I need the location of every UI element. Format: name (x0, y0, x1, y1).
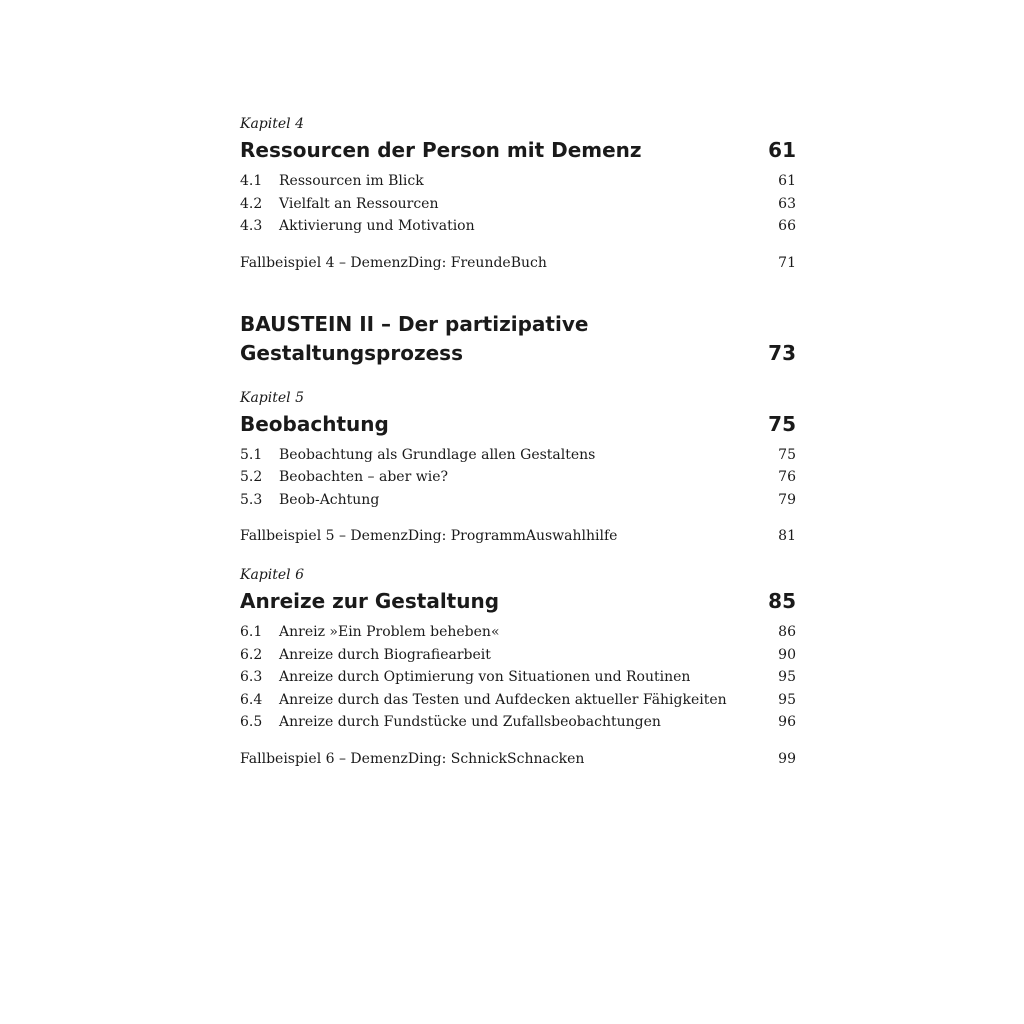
case-study-page: 71 (778, 254, 796, 271)
entry-page: 61 (778, 173, 796, 189)
chapter-title: Ressourcen der Person mit Demenz (240, 138, 642, 162)
chapter-6-block (240, 565, 796, 770)
entry-number: 6.4 (240, 691, 263, 708)
case-study-title: Fallbeispiel 4 – DemenzDing: FreundeBuch (240, 254, 547, 271)
entry-number: 6.3 (240, 669, 263, 685)
entry-number: 6.5 (240, 714, 263, 730)
part-title-line-2: Gestaltungsprozess (240, 340, 463, 365)
entry-page: 75 (778, 446, 796, 463)
chapter-label: Kapitel 5 (240, 389, 304, 406)
entry-page: 76 (778, 469, 796, 485)
toc-entry[interactable] (240, 666, 796, 689)
entry-page: 86 (778, 624, 796, 640)
entry-page: 95 (778, 669, 796, 685)
chapter-label: Kapitel 6 (240, 567, 304, 583)
entry-number: 4.2 (240, 195, 263, 212)
toc-entry[interactable] (240, 444, 796, 467)
case-study-entry[interactable] (240, 525, 796, 547)
entry-page: 66 (778, 218, 796, 234)
entry-page: 79 (778, 491, 796, 508)
entry-title: Vielfalt an Ressourcen (279, 195, 439, 212)
case-study-title: Fallbeispiel 5 – DemenzDing: ProgrammAuswahlhilfe (240, 528, 618, 544)
entry-title: Aktivierung und Motivation (279, 218, 475, 234)
entry-page: 96 (778, 714, 796, 730)
part-page: 73 (768, 340, 796, 365)
entry-title: Beob-Achtung (279, 491, 380, 508)
entry-page: 63 (778, 195, 796, 212)
entry-number: 5.1 (240, 446, 263, 463)
entry-page: 95 (778, 691, 796, 708)
entry-title: Anreize durch Optimierung von Situationen und Routinen (279, 669, 691, 685)
entry-title: Anreize durch Fundstücke und Zufallsbeobachtungen (279, 714, 661, 730)
case-study-entry[interactable] (240, 252, 796, 274)
entry-number: 6.1 (240, 624, 263, 640)
case-study-entry[interactable] (240, 748, 796, 770)
entry-number: 6.2 (240, 646, 263, 663)
entry-number: 5.3 (240, 491, 263, 508)
case-study-page: 99 (778, 750, 796, 767)
entry-title: Anreiz »Ein Problem beheben« (279, 624, 500, 640)
chapter-heading[interactable] (240, 136, 796, 164)
table-of-contents (240, 114, 796, 770)
chapter-4-block (240, 114, 796, 274)
toc-entry[interactable] (240, 489, 796, 512)
entry-number: 5.2 (240, 469, 263, 485)
entry-title: Beobachtung als Grundlage allen Gestaltens (279, 446, 596, 463)
part-heading[interactable] (240, 310, 796, 368)
chapter-5-block (240, 388, 796, 548)
chapter-title: Beobachtung (240, 411, 389, 436)
case-study-title: Fallbeispiel 6 – DemenzDing: SchnickSchnacken (240, 750, 585, 767)
entry-title: Beobachten – aber wie? (279, 469, 448, 485)
entry-number: 4.1 (240, 173, 263, 189)
toc-entry[interactable] (240, 644, 796, 667)
chapter-label: Kapitel 4 (240, 116, 304, 132)
toc-entry[interactable] (240, 466, 796, 489)
toc-entry[interactable] (240, 193, 796, 216)
part-title-line-1: BAUSTEIN II – Der partizipative (240, 311, 589, 336)
chapter-page: 75 (768, 411, 796, 436)
case-study-page: 81 (778, 528, 796, 544)
chapter-page: 61 (768, 138, 796, 162)
toc-entry[interactable] (240, 170, 796, 193)
toc-entry[interactable] (240, 215, 796, 238)
toc-entry[interactable] (240, 689, 796, 712)
chapter-page: 85 (768, 589, 796, 613)
entry-title: Anreize durch Biografiearbeit (279, 646, 491, 663)
entry-number: 4.3 (240, 218, 263, 234)
toc-entry[interactable] (240, 711, 796, 734)
entry-title: Ressourcen im Blick (279, 173, 424, 189)
chapter-title: Anreize zur Gestaltung (240, 589, 500, 613)
chapter-heading[interactable] (240, 587, 796, 615)
chapter-heading[interactable] (240, 410, 796, 438)
entry-title: Anreize durch das Testen und Aufdecken aktueller Fähigkeiten (279, 691, 727, 708)
entry-page: 90 (778, 646, 796, 663)
toc-entry[interactable] (240, 621, 796, 644)
